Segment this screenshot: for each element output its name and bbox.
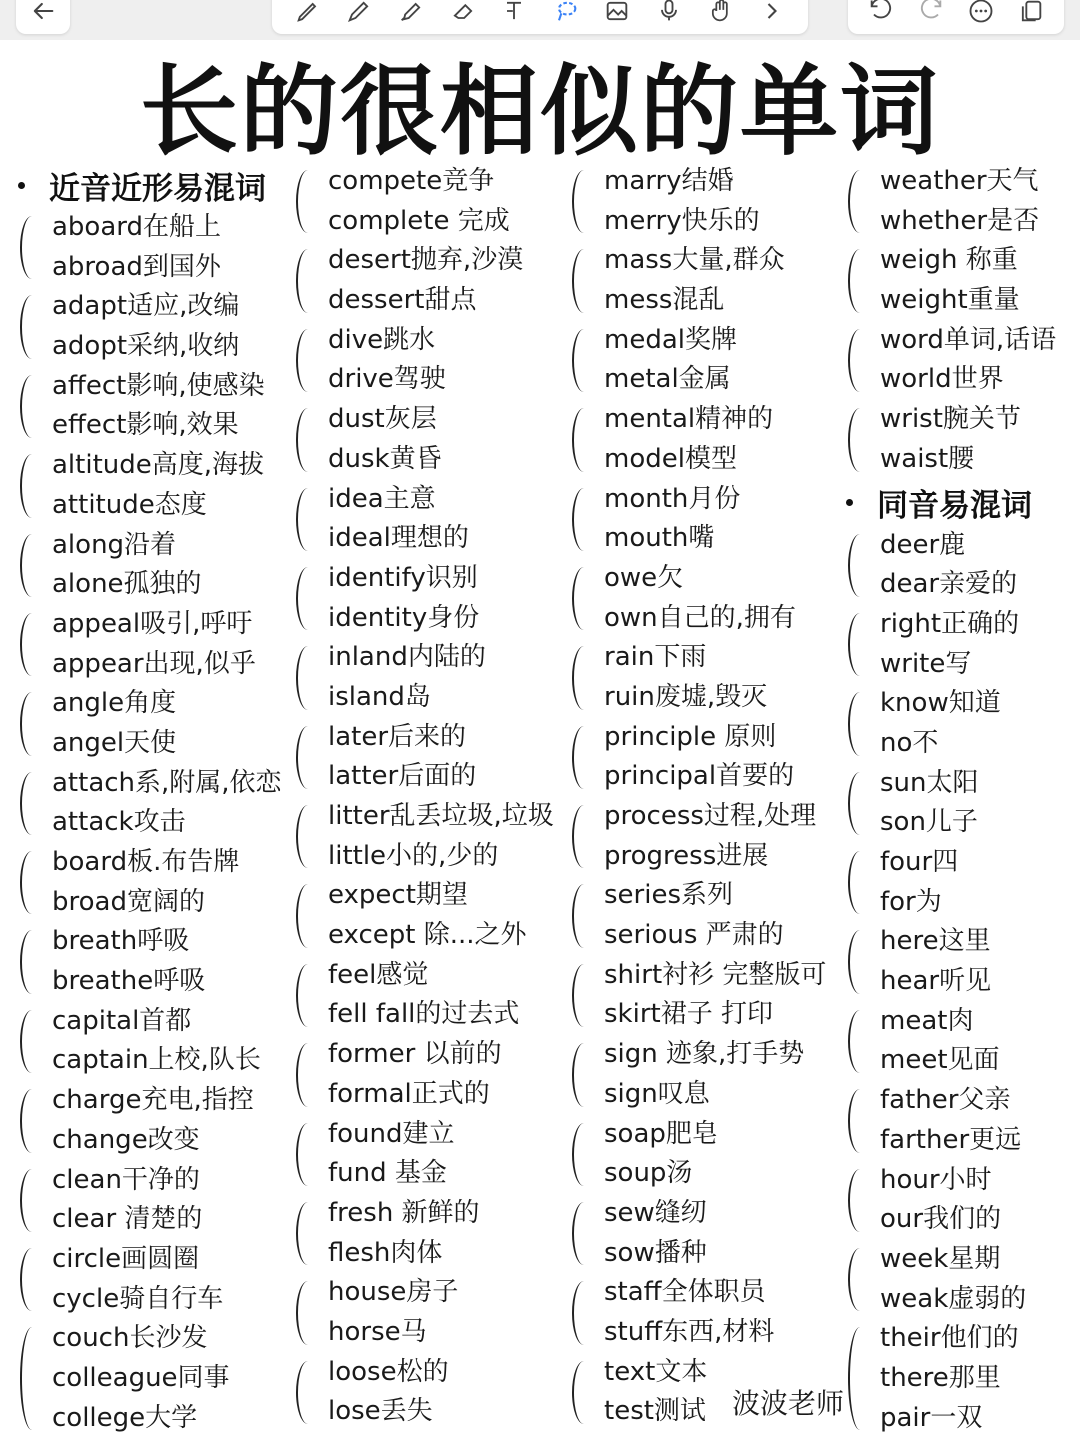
brace-icon <box>848 1169 872 1232</box>
word-entry: broad宽阔的 <box>52 886 205 917</box>
brace-icon <box>572 884 596 947</box>
word-entry: board板.布告牌 <box>52 847 240 877</box>
section-heading-near-sound <box>14 162 294 208</box>
brace-icon <box>848 1327 872 1430</box>
word-entry: inland内陆的 <box>328 642 486 673</box>
word-pair-group <box>290 1115 570 1194</box>
word-pair-group <box>842 1240 1078 1319</box>
chevron-right-icon[interactable] <box>754 0 790 26</box>
image-icon[interactable] <box>599 0 635 26</box>
word-entry: couch长沙发 <box>52 1323 208 1354</box>
word-entry: appear出现,似乎 <box>52 648 256 679</box>
brace-icon <box>296 249 320 312</box>
word-entry: staff全体职员 <box>604 1277 766 1308</box>
brace-icon <box>572 170 596 233</box>
brace-icon <box>572 488 596 551</box>
word-entry: dusk黄昏 <box>328 443 442 474</box>
word-entry: know知道 <box>880 688 1001 719</box>
brace-icon <box>572 408 596 471</box>
word-entry: right正确的 <box>880 608 1020 639</box>
word-pair-group <box>842 241 1078 320</box>
word-entry: dive跳水 <box>328 324 436 355</box>
word-entry: sign 迹象,打手势 <box>604 1039 805 1070</box>
word-entry: aboard在船上 <box>52 212 222 242</box>
word-entry: here这里 <box>880 926 991 957</box>
word-entry: change改变 <box>52 1124 200 1155</box>
word-entry: no不 <box>880 727 939 758</box>
word-entry: principle 原则 <box>604 721 777 752</box>
page-title: 长的很相似的单词 <box>139 55 940 169</box>
word-pair-group <box>290 321 570 400</box>
word-entry: colleague同事 <box>52 1362 230 1393</box>
word-entry: pair一双 <box>880 1402 983 1433</box>
word-entry: write写 <box>880 648 972 679</box>
word-entry: there那里 <box>880 1362 1001 1393</box>
word-entry: horse马 <box>328 1316 427 1347</box>
brace-icon <box>572 249 596 312</box>
brace-icon <box>296 1202 320 1265</box>
word-pair-group <box>842 764 1078 843</box>
brace-icon <box>296 567 320 630</box>
brace-icon <box>296 964 320 1027</box>
brace-icon <box>848 1248 872 1311</box>
word-pair-group <box>566 956 846 1035</box>
brace-icon <box>20 692 44 755</box>
word-group-list <box>290 162 570 1432</box>
brace-icon <box>848 851 872 914</box>
eraser-icon[interactable] <box>445 0 481 26</box>
word-entry: text文本 <box>604 1356 708 1387</box>
word-pair-group <box>290 1273 570 1352</box>
word-entry: sew缝纫 <box>604 1197 707 1228</box>
word-entry: four四 <box>880 847 959 877</box>
word-entry: whether是否 <box>880 205 1040 236</box>
section-heading-label: 近音近形易混词 <box>49 170 266 207</box>
word-entry: attitude态度 <box>52 489 207 520</box>
word-pair-group <box>566 480 846 559</box>
word-pair-group <box>566 718 846 797</box>
word-entry: weigh 称重 <box>880 245 1018 276</box>
word-entry: principal首要的 <box>604 761 795 792</box>
brace-icon <box>296 1361 320 1424</box>
word-pair-group <box>290 400 570 479</box>
word-entry: college大学 <box>52 1402 198 1433</box>
word-group-list <box>842 526 1078 1439</box>
back-button[interactable] <box>16 0 70 34</box>
word-group-list <box>842 162 1078 480</box>
section-heading-label: 同音易混词 <box>877 488 1032 524</box>
brace-icon <box>20 295 44 358</box>
word-entry: charge充电,指控 <box>52 1085 254 1116</box>
word-entry: island岛 <box>328 681 431 712</box>
word-entry: identity身份 <box>328 602 480 633</box>
word-entry: drive驾驶 <box>328 364 446 395</box>
word-entry: clear 清楚的 <box>52 1204 203 1235</box>
word-pair-group <box>842 684 1078 763</box>
word-entry: later后来的 <box>328 721 467 752</box>
section-heading-homophones <box>842 480 1078 526</box>
brace-icon <box>20 454 44 517</box>
word-entry: fresh 新鲜的 <box>328 1197 480 1228</box>
word-pair-group <box>14 1161 294 1240</box>
word-pair-group <box>566 1035 846 1114</box>
word-pair-group <box>14 1002 294 1081</box>
word-entry: metal金属 <box>604 364 731 395</box>
word-pair-group <box>842 526 1078 605</box>
word-entry: fell fall的过去式 <box>328 999 520 1030</box>
word-entry: fund 基金 <box>328 1158 447 1189</box>
word-entry: month月份 <box>604 483 741 514</box>
word-entry: model模型 <box>604 443 737 474</box>
word-entry: weather天气 <box>880 166 1039 196</box>
brace-icon <box>848 1010 872 1073</box>
word-entry: sign叹息 <box>604 1078 710 1109</box>
word-pair-group <box>842 400 1078 479</box>
brace-icon <box>20 534 44 597</box>
word-entry: clean干净的 <box>52 1164 200 1195</box>
word-entry: adopt采纳,收纳 <box>52 331 240 362</box>
more-icon[interactable] <box>963 0 999 26</box>
word-pair-group <box>842 1081 1078 1160</box>
word-pair-group <box>566 162 846 241</box>
word-entry: attach系,附属,依恋 <box>52 767 282 798</box>
brace-icon <box>296 884 320 947</box>
word-entry: appeal吸引,呼吁 <box>52 608 253 639</box>
word-entry: weak虚弱的 <box>880 1283 1027 1314</box>
word-pair-group <box>290 162 570 241</box>
word-pair-group <box>14 367 294 446</box>
word-pair-group <box>14 1081 294 1160</box>
word-entry: mess混乱 <box>604 285 725 316</box>
word-pair-group <box>842 1319 1078 1438</box>
brace-icon <box>20 216 44 279</box>
word-entry: affect影响,使感染 <box>52 370 265 401</box>
pages-icon[interactable] <box>1013 0 1049 26</box>
brace-icon <box>296 1043 320 1106</box>
word-pair-group <box>290 241 570 320</box>
word-entry: owe欠 <box>604 562 684 593</box>
word-pair-group <box>290 876 570 955</box>
top-toolbar <box>0 0 1080 40</box>
word-pair-group <box>14 843 294 922</box>
word-entry: dear亲爱的 <box>880 569 1018 600</box>
column-2 <box>290 162 570 1432</box>
word-entry: progress进展 <box>604 840 769 871</box>
hand-icon[interactable] <box>703 0 739 26</box>
word-entry: mass大量,群众 <box>604 245 785 276</box>
word-entry: son儿子 <box>880 807 978 838</box>
word-entry: idea主意 <box>328 483 436 514</box>
brace-icon <box>848 613 872 676</box>
brace-icon <box>20 1169 44 1232</box>
brace-icon <box>848 249 872 312</box>
word-entry: except 除...之外 <box>328 920 527 951</box>
word-pair-group <box>290 480 570 559</box>
word-pair-group <box>842 1161 1078 1240</box>
word-pair-group <box>566 321 846 400</box>
brace-icon <box>848 534 872 597</box>
word-pair-group <box>290 559 570 638</box>
word-pair-group <box>566 559 846 638</box>
word-pair-group <box>290 1194 570 1273</box>
column-3 <box>566 162 846 1432</box>
brace-icon <box>20 1248 44 1311</box>
word-pair-group <box>842 321 1078 400</box>
word-entry: series系列 <box>604 880 733 911</box>
word-entry: dessert甜点 <box>328 285 477 316</box>
word-entry: attack攻击 <box>52 807 186 838</box>
highlighter-icon[interactable] <box>393 0 429 26</box>
word-entry: feel感觉 <box>328 959 429 990</box>
word-entry: their他们的 <box>880 1323 1019 1354</box>
word-pair-group <box>566 638 846 717</box>
word-entry: own自己的,拥有 <box>604 602 796 633</box>
word-entry: mental精神的 <box>604 404 774 435</box>
word-group-list <box>566 162 846 1432</box>
brace-icon <box>296 408 320 471</box>
brace-icon <box>20 1010 44 1073</box>
word-pair-group <box>842 1002 1078 1081</box>
word-entry: medal奖牌 <box>604 324 737 355</box>
word-entry: meet见面 <box>880 1045 1000 1076</box>
word-pair-group <box>14 605 294 684</box>
brace-icon <box>296 1123 320 1186</box>
word-entry: altitude高度,海拔 <box>52 450 265 481</box>
word-pair-group <box>566 1194 846 1273</box>
word-entry: rain下雨 <box>604 642 707 673</box>
word-entry: effect影响,效果 <box>52 410 239 441</box>
word-entry: stuff东西,材料 <box>604 1316 775 1347</box>
word-entry: house房子 <box>328 1277 459 1308</box>
bullet-icon <box>846 499 853 506</box>
word-entry: serious 严肃的 <box>604 920 784 951</box>
word-entry: shirt衬衫 完整版可 <box>604 959 827 990</box>
word-entry: lose丢失 <box>328 1396 433 1427</box>
word-pair-group <box>842 922 1078 1001</box>
word-pair-group <box>14 922 294 1001</box>
word-entry: along沿着 <box>52 529 177 560</box>
brace-icon <box>20 375 44 438</box>
word-entry: hour小时 <box>880 1164 992 1195</box>
lasso-icon[interactable] <box>548 0 584 26</box>
word-entry: meat肉 <box>880 1005 974 1036</box>
arrow-left-icon <box>25 0 61 26</box>
word-entry: father父亲 <box>880 1085 1011 1116</box>
undo-icon[interactable] <box>863 0 899 26</box>
word-entry: marry结婚 <box>604 166 734 196</box>
column-1 <box>14 162 294 1438</box>
brace-icon <box>572 567 596 630</box>
word-pair-group <box>14 1319 294 1438</box>
word-entry: litter乱丢垃圾,垃圾 <box>328 801 554 831</box>
word-pair-group <box>290 1035 570 1114</box>
word-entry: little小的,少的 <box>328 840 499 871</box>
word-pair-group <box>14 1240 294 1319</box>
column-4 <box>842 162 1078 1438</box>
brace-icon <box>20 930 44 993</box>
document-actions <box>848 0 1064 34</box>
word-group-list <box>14 208 294 1438</box>
word-entry: angel天使 <box>52 727 177 758</box>
brace-icon <box>20 1089 44 1152</box>
drawing-tools <box>272 0 808 34</box>
word-entry: breath呼吸 <box>52 926 190 957</box>
word-entry: adapt适应,改编 <box>52 291 240 322</box>
word-entry: alone孤独的 <box>52 569 202 600</box>
word-pair-group <box>290 797 570 876</box>
brace-icon <box>572 726 596 789</box>
word-pair-group <box>14 764 294 843</box>
redo-icon[interactable] <box>913 0 949 26</box>
word-pair-group <box>14 287 294 366</box>
word-entry: complete 完成 <box>328 205 510 236</box>
word-entry: latter后面的 <box>328 761 477 792</box>
word-pair-group <box>290 956 570 1035</box>
brace-icon <box>572 1361 596 1424</box>
microphone-icon[interactable] <box>651 0 687 26</box>
brace-icon <box>572 646 596 709</box>
word-entry: breathe呼吸 <box>52 966 206 997</box>
word-entry: sun太阳 <box>880 767 979 798</box>
brace-icon <box>20 613 44 676</box>
brace-icon <box>848 1089 872 1152</box>
brace-icon <box>296 726 320 789</box>
word-entry: identify识别 <box>328 562 478 593</box>
word-pair-group <box>566 1115 846 1194</box>
word-entry: ruin废墟,毁灭 <box>604 681 768 712</box>
word-pair-group <box>842 843 1078 922</box>
word-entry: for为 <box>880 886 942 917</box>
brace-icon <box>848 692 872 755</box>
word-pair-group <box>290 718 570 797</box>
word-pair-group <box>290 1353 570 1432</box>
brace-icon <box>848 772 872 835</box>
word-entry: skirt裙子 打印 <box>604 999 773 1030</box>
bullet-icon <box>18 182 25 189</box>
brace-icon <box>572 805 596 868</box>
word-entry: ideal理想的 <box>328 523 469 554</box>
word-entry: word单词,话语 <box>880 324 1057 355</box>
brace-icon <box>20 772 44 835</box>
word-entry: our我们的 <box>880 1204 1002 1235</box>
word-entry: flesh肉体 <box>328 1237 443 1268</box>
word-entry: soup汤 <box>604 1158 693 1189</box>
word-entry: week星期 <box>880 1243 1001 1274</box>
word-entry: formal正式的 <box>328 1078 490 1109</box>
word-entry: desert抛弃,沙漠 <box>328 245 524 276</box>
word-entry: world世界 <box>880 364 1004 395</box>
brace-icon <box>296 488 320 551</box>
word-entry: angle角度 <box>52 688 177 719</box>
text-tool-icon[interactable] <box>496 0 532 26</box>
word-entry: abroad到国外 <box>52 251 221 282</box>
word-entry: circle画圆圈 <box>52 1243 200 1274</box>
brace-icon <box>20 851 44 914</box>
word-entry: cycle骑自行车 <box>52 1283 224 1314</box>
brace-icon <box>572 1281 596 1344</box>
brace-icon <box>572 964 596 1027</box>
word-entry: loose松的 <box>328 1356 449 1387</box>
author-signature: 波波老师 <box>732 1387 845 1420</box>
word-pair-group <box>566 876 846 955</box>
word-entry: expect期望 <box>328 880 468 911</box>
brace-icon <box>848 329 872 392</box>
word-pair-group <box>290 638 570 717</box>
brace-icon <box>296 1281 320 1344</box>
word-entry: mouth嘴 <box>604 523 715 554</box>
word-entry: process过程,处理 <box>604 801 817 831</box>
brace-icon <box>296 646 320 709</box>
word-pair-group <box>566 400 846 479</box>
pen-icon[interactable] <box>290 0 326 26</box>
word-pair-group <box>566 241 846 320</box>
pencil-icon[interactable] <box>341 0 377 26</box>
word-entry: test测试 <box>604 1396 706 1427</box>
word-entry: found建立 <box>328 1118 455 1149</box>
word-entry: dust灰层 <box>328 404 437 435</box>
word-entry: soap肥皂 <box>604 1118 718 1149</box>
brace-icon <box>20 1327 44 1430</box>
word-pair-group <box>14 446 294 525</box>
word-entry: deer鹿 <box>880 529 966 560</box>
brace-icon <box>572 1123 596 1186</box>
word-entry: capital首都 <box>52 1005 192 1036</box>
brace-icon <box>572 1043 596 1106</box>
word-entry: hear听见 <box>880 966 992 997</box>
word-entry: former 以前的 <box>328 1039 502 1070</box>
word-entry: wrist腕关节 <box>880 404 1021 435</box>
word-entry: weight重量 <box>880 285 1020 316</box>
word-entry: sow播种 <box>604 1237 707 1268</box>
brace-icon <box>296 170 320 233</box>
word-entry: captain上校,队长 <box>52 1045 261 1076</box>
word-entry: compete竞争 <box>328 166 495 196</box>
brace-icon <box>848 930 872 993</box>
word-pair-group <box>566 797 846 876</box>
brace-icon <box>848 170 872 233</box>
word-entry: farther更远 <box>880 1124 1022 1155</box>
word-pair-group <box>842 162 1078 241</box>
word-entry: waist腰 <box>880 443 975 474</box>
brace-icon <box>572 329 596 392</box>
brace-icon <box>296 329 320 392</box>
brace-icon <box>848 408 872 471</box>
brace-icon <box>572 1202 596 1265</box>
brace-icon <box>296 805 320 868</box>
word-pair-group <box>566 1273 846 1352</box>
word-pair-group <box>14 526 294 605</box>
word-pair-group <box>14 684 294 763</box>
word-entry: merry快乐的 <box>604 205 760 236</box>
word-pair-group <box>842 605 1078 684</box>
word-pair-group <box>14 208 294 287</box>
